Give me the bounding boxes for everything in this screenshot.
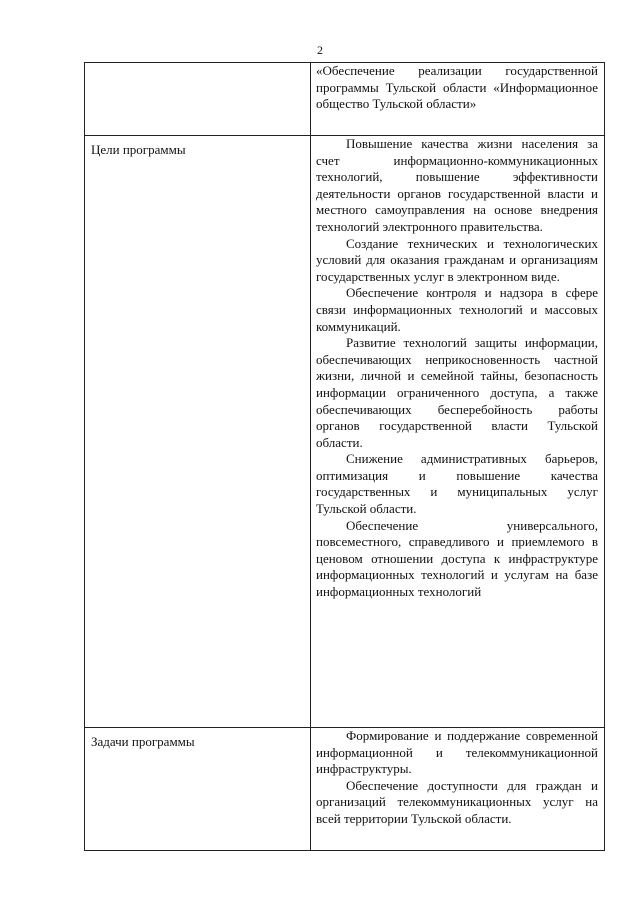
row-label: [85, 63, 310, 68]
row-content-cell: [311, 63, 605, 136]
task-paragraph: Формирование и поддержание современной информационной и телекоммуникационной инфраструктуры.: [316, 728, 598, 777]
goal-paragraph: Повышение качества жизни населения за счет информационно-коммуникационных технологий, повышение эффективности деятельности органов государственной власти и местного самоуправления на основе внедрения технологий электронного правительства.: [316, 136, 598, 234]
goal-paragraph: Обеспечение контроля и надзора в сфере связи информационных технологий и массовых коммуникаций.: [316, 285, 598, 334]
row-label-cell: [85, 136, 311, 728]
goal-paragraph: Развитие технологий защиты информации, обеспечивающих неприкосновенность частной жизни, личной и семейной тайны, безопасность информации ограниченного доступа, а также обеспечивающих бесперебойность работы органов государственной власти Тульской области.: [316, 335, 598, 450]
table-row: [85, 728, 605, 851]
row-label-tasks: Задачи программы: [91, 734, 195, 749]
row-content-cell: [311, 728, 605, 851]
goal-paragraph: Снижение административных барьеров, оптимизация и повышение качества государственных и муниципальных услуг Тульской области.: [316, 451, 598, 517]
row-label-cell: [85, 728, 311, 851]
row-label-cell: [85, 63, 311, 136]
row-label-goals: Цели программы: [91, 142, 186, 157]
page-number: 2: [317, 43, 323, 57]
task-paragraph: Обеспечение доступности для граждан и организаций телекоммуникационных услуг на всей территории Тульской области.: [316, 777, 598, 826]
program-passport-table: [84, 62, 605, 851]
table-row: [85, 136, 605, 728]
table-row: [85, 63, 605, 136]
goal-paragraph: Создание технических и технологических условий для оказания гражданам и организациям государственных услуг в электронном виде.: [316, 235, 598, 284]
goal-paragraph: Обеспечение универсального, повсеместного, справедливого и приемлемого в ценовом отношении доступа к инфраструктуре информационных технологий и услугам на базе информационных технологий: [316, 517, 598, 600]
row-content-cell: [311, 136, 605, 728]
subprogram-title: «Обеспечение реализации государственной программы Тульской области «Информационное общество Тульской области»: [316, 63, 598, 112]
